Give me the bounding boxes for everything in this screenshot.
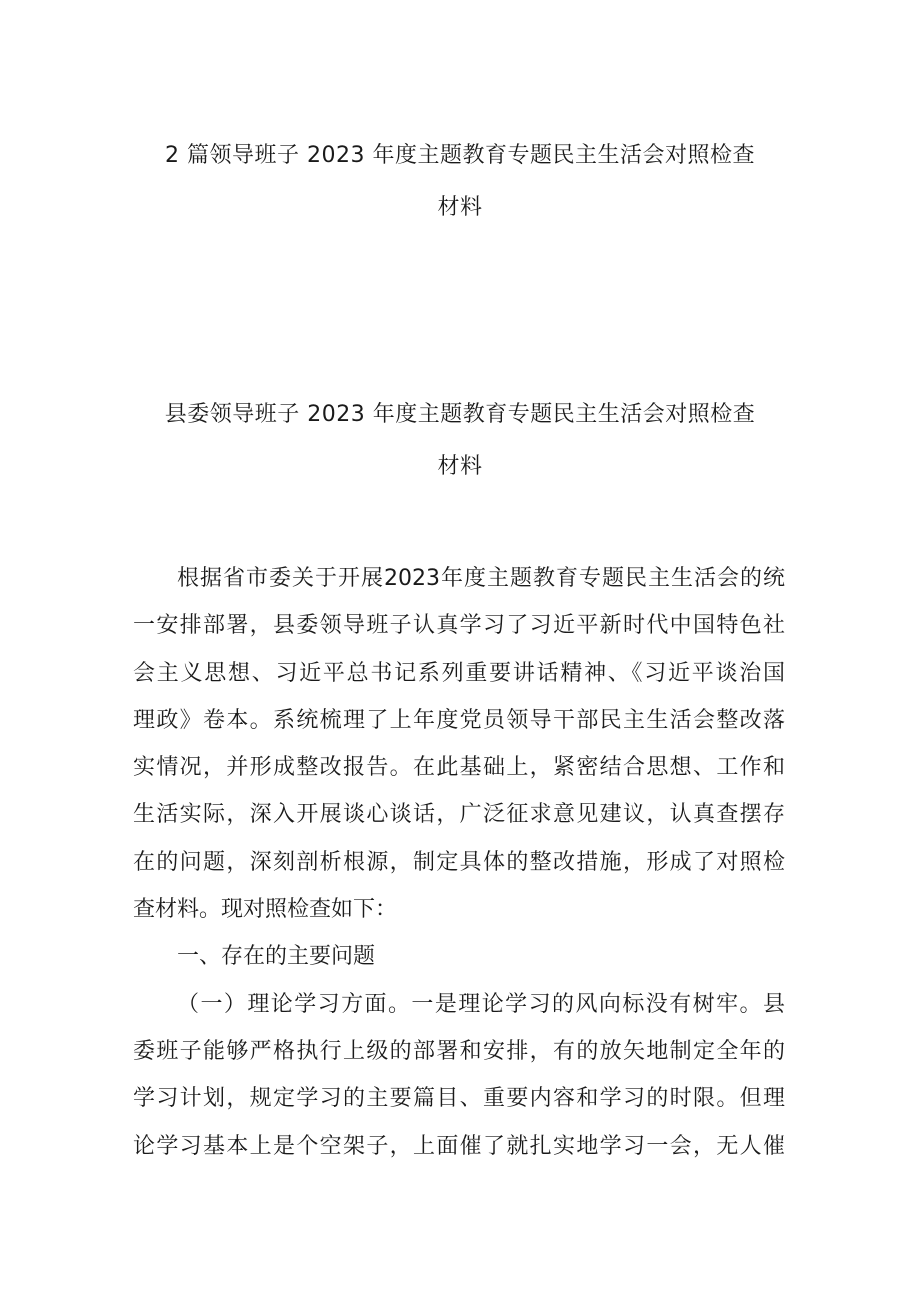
paragraph-theory-study	[133, 981, 785, 1170]
section-title	[100, 389, 820, 493]
body-line: 根据省市委关于开展2023年度主题教育专题民主生活会的统	[177, 566, 785, 591]
section-title-line-1: 县委领导班子 2023 年度主题教育专题民主生活会对照检查	[164, 402, 756, 427]
body-line: 理政》卷本。系统梳理了上年度党员领导干部民主生活会整改落	[133, 707, 785, 733]
section-heading: 一、存在的主要问题	[177, 944, 376, 970]
body-line: 论学习基本上是个空架子，上面催了就扎实地学习一会，无人催	[133, 1133, 785, 1159]
document-title	[100, 130, 820, 234]
body-line: 查材料。现对照检查如下：	[133, 897, 398, 923]
body-line: 在的问题，深刻剖析根源，制定具体的整改措施，形成了对照检	[133, 849, 785, 875]
document-body	[133, 555, 785, 1170]
body-line: 委班子能够严格执行上级的部署和安排，有的放矢地制定全年的	[133, 1038, 785, 1064]
body-line: 生活实际，深入开展谈心谈话，广泛征求意见建议，认真查摆存	[133, 802, 785, 828]
document-title-line-2: 材料	[437, 195, 483, 220]
body-line: 会主义思想、习近平总书记系列重要讲话精神、《习近平谈治国	[133, 660, 785, 686]
document-title-line-1: 2 篇领导班子 2023 年度主题教育专题民主生活会对照检查	[165, 143, 755, 168]
section-title-line-2: 材料	[437, 454, 483, 479]
body-line: 学习计划，规定学习的主要篇目、重要内容和学习的时限。但理	[133, 1086, 785, 1112]
body-line: （一）理论学习方面。一是理论学习的风向标没有树牢。县	[177, 991, 785, 1017]
body-line: 实情况，并形成整改报告。在此基础上，紧密结合思想、工作和	[133, 755, 785, 781]
body-line: 一安排部署，县委领导班子认真学习了习近平新时代中国特色社	[133, 613, 785, 639]
paragraph-intro	[133, 555, 785, 933]
